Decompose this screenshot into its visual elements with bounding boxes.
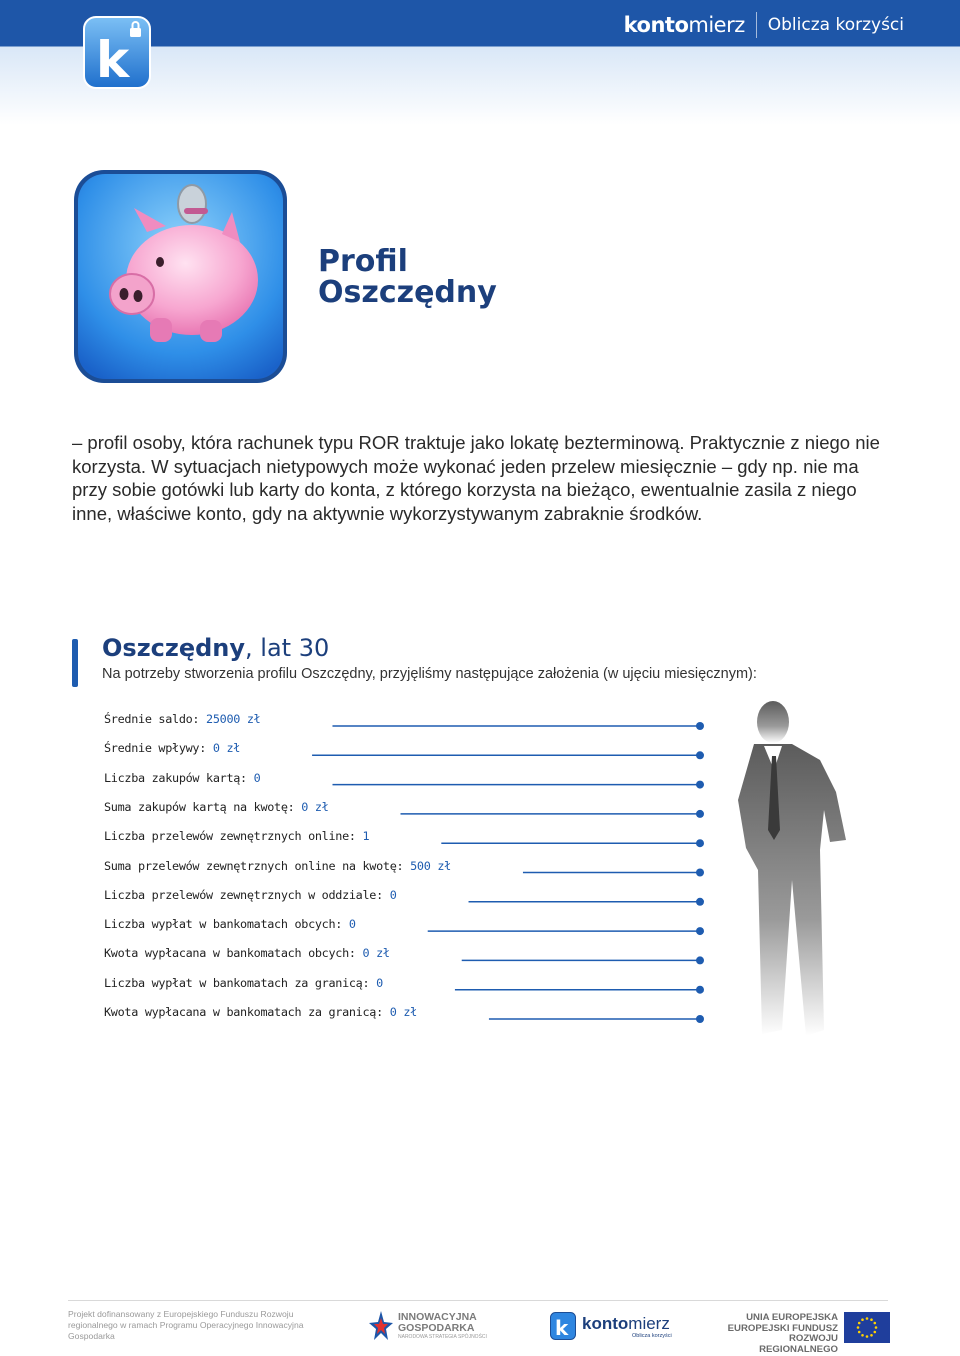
svg-text:k: k xyxy=(96,31,130,89)
eu-star xyxy=(858,1331,861,1334)
assumption-row xyxy=(104,1005,417,1025)
assumption-value: 500 zł xyxy=(410,858,451,873)
eu-star xyxy=(857,1326,860,1329)
assumption-label: Liczba przelewów zewnętrznych online: xyxy=(104,829,356,844)
eu-star xyxy=(870,1334,873,1337)
ig-title: INNOWACYJNA GOSPODARKA xyxy=(398,1311,477,1334)
brand-name: kontomierz xyxy=(623,13,745,37)
eu-fund-logo xyxy=(720,1311,890,1355)
profile-title xyxy=(318,246,497,308)
assumption-row xyxy=(104,712,260,732)
assumption-label: Średnie wpływy: xyxy=(104,741,207,756)
footer-k-icon xyxy=(550,1312,576,1340)
footer-brand-name: kontomierz xyxy=(582,1314,670,1333)
brand-tagline: Oblicza korzyści xyxy=(767,15,904,35)
assumption-row xyxy=(104,800,329,820)
footer-kontomierz-logo xyxy=(550,1311,680,1341)
assumption-row xyxy=(104,946,390,966)
assumption-value: 0 xyxy=(348,917,356,932)
profile-title-line2: Oszczędny xyxy=(318,275,497,310)
header-brand xyxy=(624,10,904,40)
connector-dot xyxy=(696,956,704,964)
assumption-value: 0 zł xyxy=(362,946,390,961)
connector-dot xyxy=(696,751,704,759)
eu-star xyxy=(861,1318,864,1321)
assumption-label: Suma zakupów kartą na kwotę: xyxy=(104,799,295,814)
connector-dot xyxy=(696,781,704,789)
eu-star xyxy=(875,1326,878,1329)
assumption-value: 25000 zł xyxy=(206,712,261,726)
brand-divider xyxy=(756,12,757,38)
assumption-row xyxy=(104,888,397,908)
assumption-value: 0 zł xyxy=(301,799,329,814)
assumption-label: Kwota wypłacana w bankomatach obcych: xyxy=(104,946,356,961)
section-intro: Na potrzeby stworzenia profilu Oszczędny, przyjęliśmy następujące założenia (w ujęciu miesięcznym): xyxy=(102,666,757,682)
assumption-value: 0 xyxy=(389,887,397,902)
eu-text: UNIA EUROPEJSKA EUROPEJSKI FUNDUSZ ROZWOJU REGIONALNEGO xyxy=(727,1312,838,1355)
connector-dot xyxy=(696,722,704,730)
assumption-value: 0 xyxy=(253,770,261,785)
assumption-label: Kwota wypłacana w bankomatach za granicą: xyxy=(104,1005,383,1019)
ig-star-icon xyxy=(368,1310,394,1342)
connector-dot xyxy=(696,1015,704,1023)
connector-dot xyxy=(696,839,704,847)
connector-dot xyxy=(696,927,704,935)
assumption-label: Liczba wypłat w bankomatach za granicą: xyxy=(104,975,370,990)
piggy-bank-icon xyxy=(72,168,289,385)
eu-star xyxy=(873,1322,876,1325)
connector-dot xyxy=(696,810,704,818)
eu-star xyxy=(873,1331,876,1334)
assumption-label: Liczba wypłat w bankomatach obcych: xyxy=(104,917,343,932)
svg-text:k: k xyxy=(555,1316,569,1340)
eu-star xyxy=(866,1335,869,1338)
assumption-row xyxy=(104,829,369,849)
assumption-row xyxy=(104,741,240,761)
innowacyjna-gospodarka-logo xyxy=(368,1308,508,1344)
assumption-label: Suma przelewów zewnętrznych online na kwotę: xyxy=(104,858,404,873)
profile-description: – profil osoby, która rachunek typu ROR traktuje jako lokatę bezterminową. Praktycznie z niego nie korzysta. W sytuacjach nietypowych może wykonać jeden przelew miesięcznie – gdy np. nie ma przy sobie gotówki lub karty do konta, z którego korzysta na bieżąco, ewentualnie zasila z niego inne, właściwe konto, gdy na aktywnie wykorzystywanym zabraknie środków. xyxy=(72,432,880,524)
businessman-silhouette-icon xyxy=(728,700,852,1070)
connector-dot xyxy=(696,898,704,906)
eu-flag-icon xyxy=(844,1312,890,1343)
assumption-row xyxy=(104,976,383,996)
section-name: Oszczędny xyxy=(102,634,246,662)
assumption-label: Liczba zakupów kartą: xyxy=(104,770,247,785)
assumption-label: Liczba przelewów zewnętrznych w oddziale: xyxy=(104,887,383,902)
ig-subtitle: NARODOWA STRATEGIA SPÓJNOŚCI xyxy=(398,1334,487,1340)
assumption-row xyxy=(104,859,451,879)
assumption-value: 0 zł xyxy=(389,1005,417,1019)
assumption-value: 0 zł xyxy=(212,741,241,756)
eu-star xyxy=(858,1322,861,1325)
connector-dot xyxy=(696,869,704,877)
section-age: , lat 30 xyxy=(245,634,330,662)
footer-divider xyxy=(68,1300,888,1301)
eu-star xyxy=(861,1334,864,1337)
assumption-value: 1 xyxy=(362,829,370,844)
section-accent-bar xyxy=(72,639,78,687)
eu-star xyxy=(866,1317,869,1320)
kontomierz-logo-icon xyxy=(83,16,151,89)
assumption-label: Średnie saldo: xyxy=(104,712,200,726)
section-heading xyxy=(102,634,329,662)
assumption-row xyxy=(104,771,260,791)
assumption-row xyxy=(104,917,356,937)
footer-project-note: Projekt dofinansowany z Europejskiego Funduszu Rozwoju regionalnego w ramach Programu Operacyjnego Innowacyjna Gospodarka xyxy=(68,1309,304,1341)
profile-title-line1: Profil xyxy=(318,244,408,279)
assumption-value: 0 xyxy=(376,975,383,990)
connector-dot xyxy=(696,986,704,994)
footer-brand-tagline: Oblicza korzyści xyxy=(632,1333,672,1339)
eu-star xyxy=(870,1318,873,1321)
